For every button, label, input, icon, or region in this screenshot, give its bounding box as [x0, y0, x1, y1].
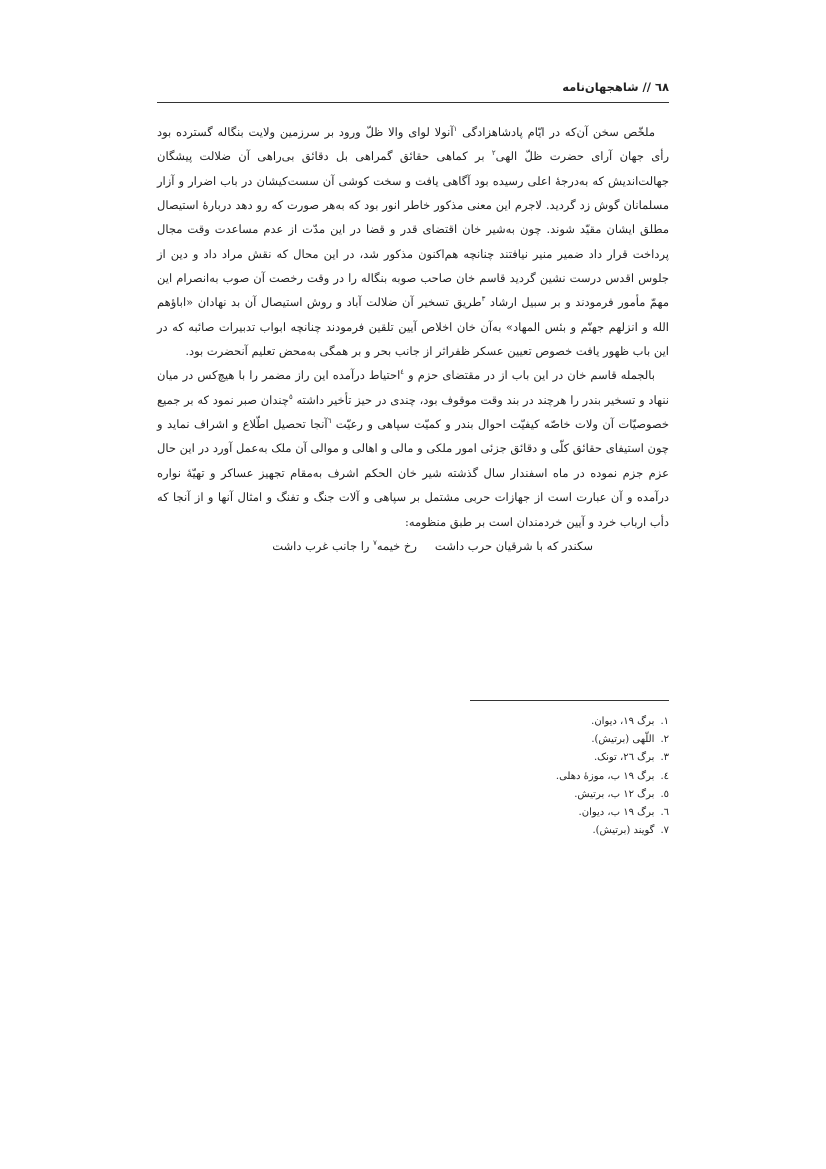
footnote-item — [357, 713, 669, 731]
paragraph-2-text: بالجمله قاسم خان در این باب از در مقتضای حزم و — [404, 368, 655, 383]
running-head: ٦٨ // شاهجهان‌نامه — [562, 80, 669, 94]
footnote-ref-1: ١ — [453, 125, 458, 134]
footnote-ref-2: ٢ — [491, 149, 496, 158]
footnote-text: اللّهی (برتیش). — [591, 734, 655, 746]
page-header — [157, 76, 669, 103]
footnote-item — [357, 731, 669, 749]
footnote-ref-7: ٧ — [373, 539, 377, 548]
footnote-text: برگ ١٢ ب، برتیش. — [574, 788, 655, 800]
footnote-text: برگ ٢٦، تونک. — [593, 752, 655, 764]
footnote-item — [357, 822, 669, 840]
footnote-number: ٣. — [660, 752, 669, 764]
footnote-number: ١. — [660, 716, 669, 727]
paragraph-2-text: آنجا تحصیل اطّلاع و اشراف نماید و چون استیفای حقائق کلّی و دقائق جزئی امور ملکی و مالی و اهالی و موالی آن ملک به‌عمل آورد در این حال عزم جزم نموده در ماه اسفندار سال گذشته شیر خان الحکم اشرف به‌مقام تجهیز عساکر و تهیّهٔ نواره درآمده و آن عبارت است از جهازات حربی مشتمل بر سپاهی و آلات جنگ و تفنگ و امثال آنها و از آنجا که دأب ارباب خرد و آیین خردمندان است بر طبق منظومه: — [157, 417, 669, 529]
footnote-ref-5: ٥ — [288, 392, 293, 401]
verse-couplet — [157, 534, 669, 558]
footnote-item — [357, 804, 669, 822]
footnote-item — [357, 768, 669, 786]
verse-hemistich-2-text: را جانب غرب داشت — [272, 538, 374, 553]
footnote-number: ٦. — [660, 807, 669, 819]
footnotes-list — [357, 713, 669, 840]
verse-hemistich-2-text: رخ خیمه — [376, 538, 417, 553]
footnote-ref-3: ٣ — [481, 295, 486, 304]
footnote-text: برگ ١٩، دیوان. — [591, 716, 655, 727]
footnote-separator — [470, 700, 669, 701]
footnote-ref-6: ٦ — [327, 417, 332, 426]
footnote-number: ٧. — [660, 825, 669, 837]
paragraph-2 — [157, 363, 669, 533]
footnote-item — [357, 786, 669, 804]
paragraph-1-text: طریق تسخیر آن ضلالت آباد و روش استیصال آن بد نهادان «اباؤهم الله و انزلهم جهنّم و بئس المهاد» به‌آن خان اخلاص آیین تلقین فرمودند چنانچه ابواب تدبیرات صائبه که در این باب ظهور یافت خصوص تعیین عسکر ظفراثر از جانب بحر و بر همگی به‌محض تعلیم آنحضرت بود. — [157, 295, 669, 359]
paragraph-1 — [157, 120, 669, 363]
verse-hemistich-2 — [272, 534, 417, 558]
footnote-number: ٢. — [660, 734, 669, 746]
paragraph-2-text: چندان صبر نمود که بر جمیع خصوصیّات آن ولات خاصّه کیفیّت احوال بندر و کمیّت سپاهی و رعیّت — [157, 392, 669, 432]
paragraph-1-text: آنولا لوای والا ظلّ ورود بر سرزمین ولایت بنگاله گسترده بود رأی جهان آرای حضرت ظلّ الهی — [157, 125, 669, 164]
footnote-text: گویند (برتیش). — [592, 825, 655, 837]
footnote-item — [357, 749, 669, 767]
footnote-number: ٥. — [660, 788, 669, 800]
paragraph-2-text: احتیاط درآمده این راز مضمر را با هیچ‌کس در میان ننهاد و تسخیر بندر را هرچند در بند وقت موقوف بود، چندی در حیز تأخیر داشته — [157, 368, 669, 407]
footnote-text: برگ ١٩ ب، موزهٔ دهلی. — [555, 770, 655, 782]
footnote-ref-4: ٤ — [400, 368, 405, 377]
footnote-number: ٤. — [660, 770, 669, 782]
verse-hemistich-1: سکندر که با شرقیان حرب داشت — [434, 538, 593, 553]
main-text — [157, 120, 669, 558]
paragraph-1-text: ملخّص سخن آن‌که در ایّام پادشاهزادگی — [457, 125, 656, 139]
footnote-text: برگ ١٩ ب، دیوان. — [578, 807, 655, 819]
paragraph-1-text: بر کماهی حقائق گمراهی بل دقائق بی‌راهی آن ضلالت پیشگان جهالت‌اندیش که به‌درجهٔ اعلی رسیده بود آگاهی یافت و سخت کوشی آن سست‌کیشان در باب اضرار و آزار مسلمانان گوش زد گردید. لاجرم این معنی مذکور خاطر انور بود که به‌هر صورت که رو دهد دربارهٔ استیصال مطلق ایشان مقیّد شوند. چون به‌شیر خان اقتضای قدر و قضا در این مدّت از عدم مساعدت وقت مجال پرداخت قرار داد ضمیر منیر نیافتند چنانچه هم‌اکنون مذکور شد، در این محال که نقش مراد داد و دین از جلوس اقدس درست نشین گردید قاسم خان صاحب صوبه بنگاله را در وقت رخصت آن صوب به‌انصرام این مهمّ مأمور فرمودند و بر سبیل ارشاد — [157, 149, 670, 310]
